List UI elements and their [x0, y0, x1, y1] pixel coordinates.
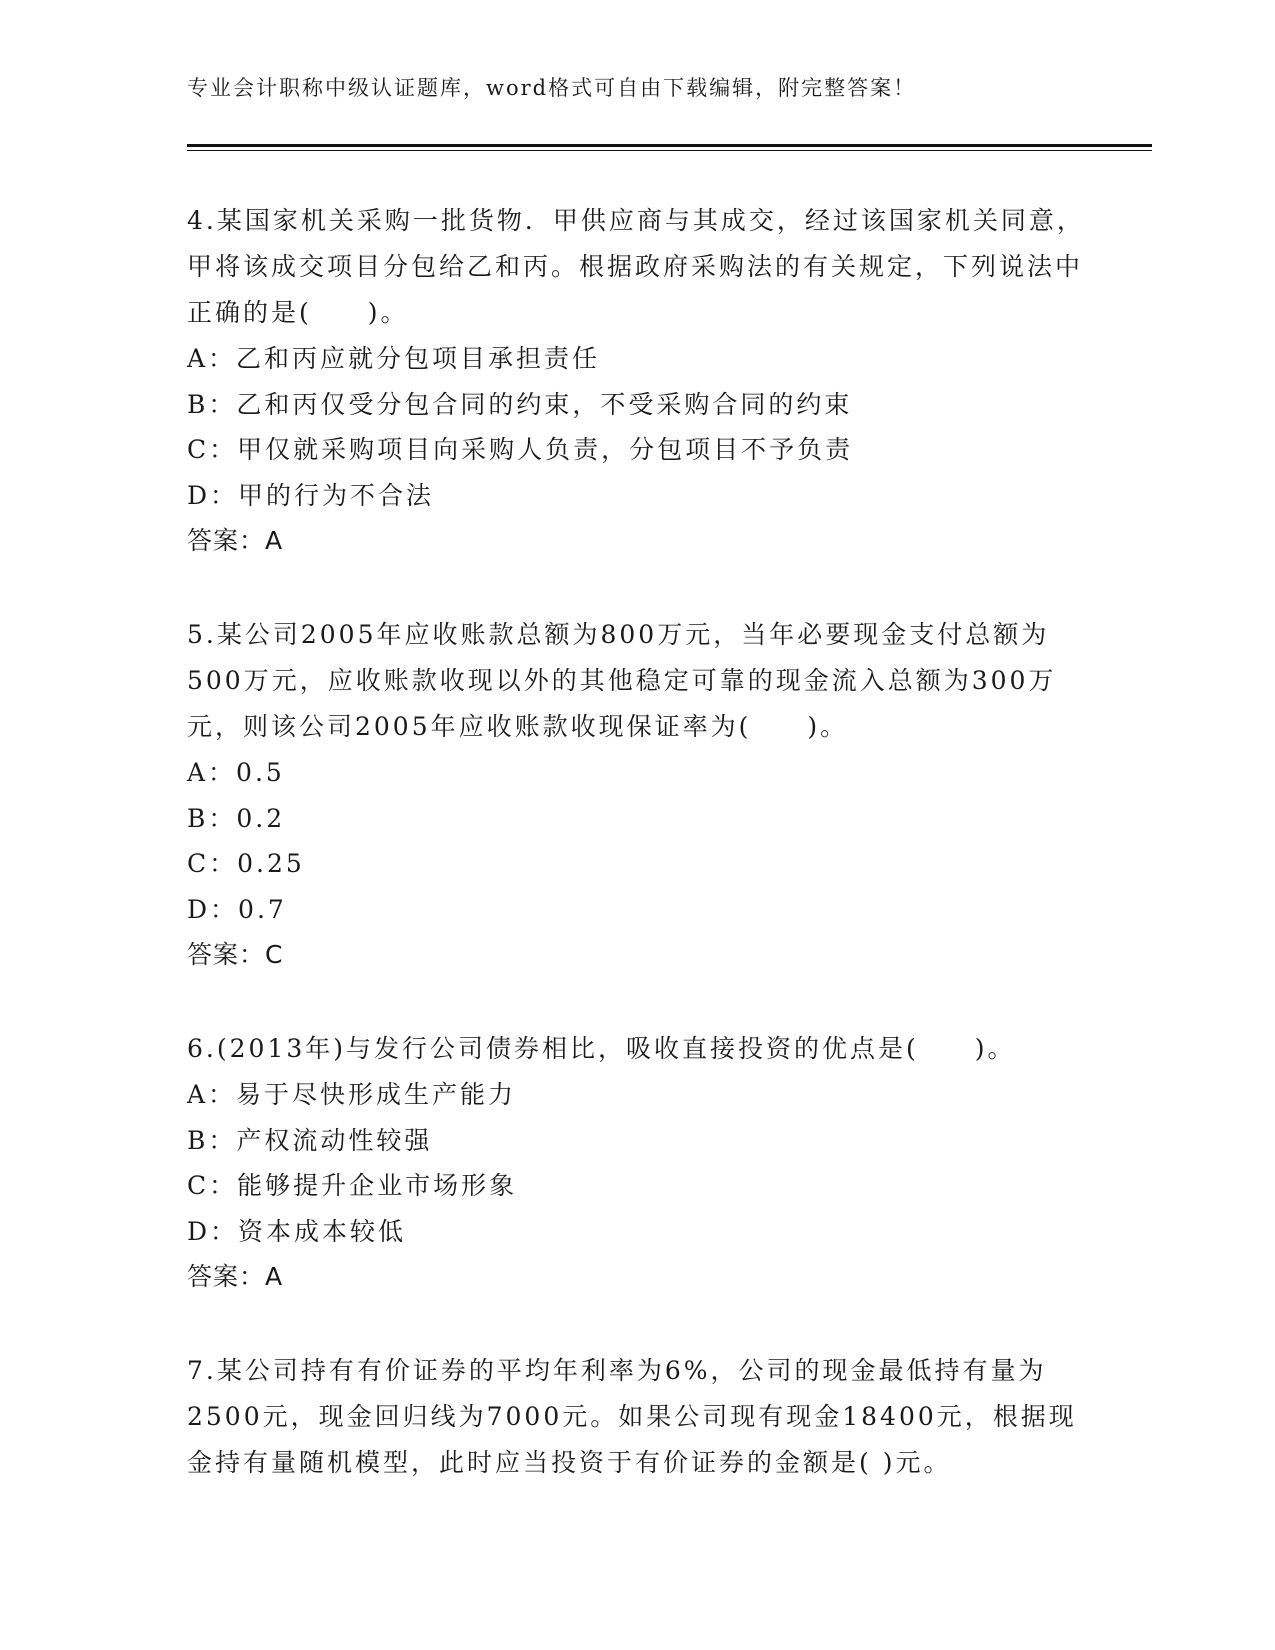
answer: 答案：A: [187, 526, 284, 555]
question-text: 4.某国家机关采购一批货物．甲供应商与其成交，经过该国家机关同意，甲将该成交项目分包给乙和丙。根据政府采购法的有关规定，下列说法中正确的是( )。: [187, 206, 1085, 327]
option-d: D：0.7: [187, 894, 287, 924]
question-7: [187, 1348, 1087, 1486]
option-c: C：甲仅就采购项目向采购人负责，分包项目不予负责: [187, 435, 854, 464]
question-text: 7.某公司持有有价证券的平均年利率为6%，公司的现金最低持有量为2500元，现金回归线为7000元。如果公司现有现金18400元，根据现金持有量随机模型，此时应当投资于有价证券的金额是( )元。: [187, 1356, 1077, 1477]
answer: 答案：A: [187, 1262, 284, 1291]
question-text: 6.(2013年)与发行公司债券相比，吸收直接投资的优点是( )。: [187, 1034, 1016, 1063]
page-header: 专业会计职称中级认证题库，word格式可自由下载编辑，附完整答案！: [187, 76, 917, 100]
option-c: C：能够提升企业市场形象: [187, 1171, 518, 1200]
option-b: B：0.2: [187, 803, 286, 833]
option-c: C：0.25: [187, 849, 305, 878]
option-a: A：0.5: [187, 758, 285, 787]
option-d: D：资本成本较低: [187, 1216, 407, 1246]
header-rule-thick: [187, 144, 1152, 147]
option-b: B：产权流动性较强: [187, 1125, 433, 1155]
question-6: [187, 1026, 1087, 1300]
answer: 答案：C: [187, 940, 284, 969]
header-rule-thin: [187, 150, 1152, 151]
option-b: B：乙和丙仅受分包合同的约束，不受采购合同的约束: [187, 389, 853, 419]
question-list: [187, 198, 1087, 1534]
question-text: 5.某公司2005年应收账款总额为800万元，当年必要现金支付总额为500万元，应收账款收现以外的其他稳定可靠的现金流入总额为300万元，则该公司2005年应收账款收现保证率为( )。: [187, 620, 1057, 741]
option-d: D：甲的行为不合法: [187, 480, 435, 510]
option-a: A：乙和丙应就分包项目承担责任: [187, 344, 601, 373]
option-a: A：易于尽快形成生产能力: [187, 1080, 517, 1109]
question-5: [187, 612, 1087, 978]
question-4: [187, 198, 1087, 564]
